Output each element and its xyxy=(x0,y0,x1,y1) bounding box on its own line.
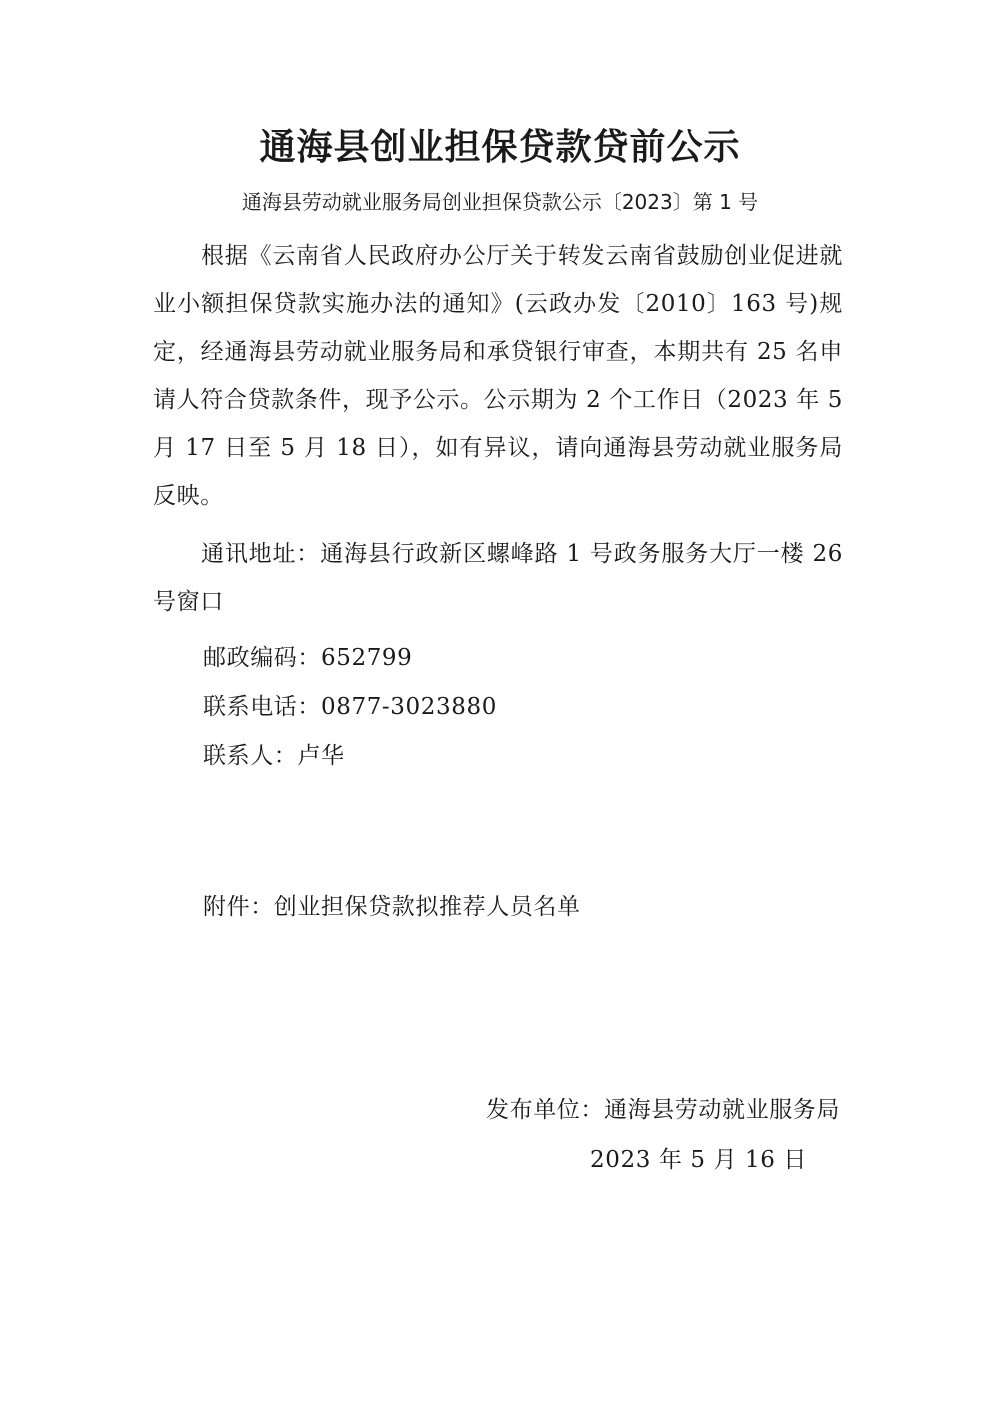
address-paragraph: 通讯地址：通海县行政新区螺峰路 1 号政务服务大厅一楼 26 号窗口 xyxy=(153,541,843,615)
publish-date: 2023 年 5 月 16 日 xyxy=(590,1147,807,1173)
contact-person: 联系人：卢华 xyxy=(203,743,345,769)
publisher: 发布单位：通海县劳动就业服务局 xyxy=(486,1097,840,1123)
contact-phone: 联系电话：0877-3023880 xyxy=(203,694,497,720)
document-title: 通海县创业担保贷款贷前公示 xyxy=(259,127,741,168)
attachment-note: 附件：创业担保贷款拟推荐人员名单 xyxy=(203,894,581,920)
postal-code: 邮政编码：652799 xyxy=(203,645,413,671)
document-number: 通海县劳动就业服务局创业担保贷款公示〔2023〕第 1 号 xyxy=(241,190,759,214)
main-paragraph: 根据《云南省人民政府办公厅关于转发云南省鼓励创业促进就业小额担保贷款实施办法的通知》(云政办发〔2010〕163 号)规定，经通海县劳动就业服务局和承贷银行审查，本期共有 25 名申请人符合贷款条件，现予公示。公示期为 2 个工作日（2023 年 5 月 17 日至 5 月 18 日），如有异议，请向通海县劳动就业服务局反映。 xyxy=(153,243,843,509)
